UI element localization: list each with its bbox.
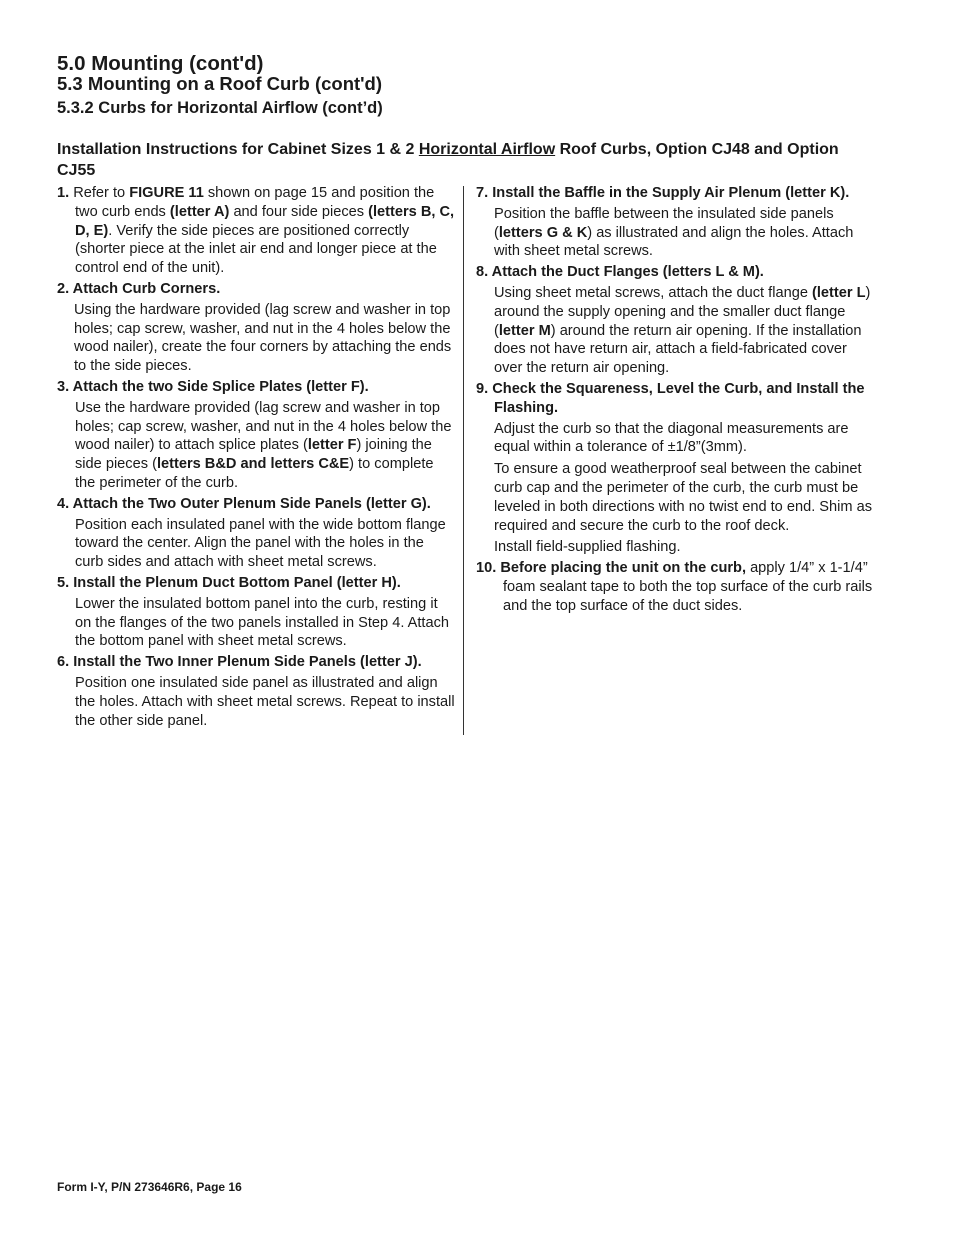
step-bold-ref: (letters B, C, D, E) [75,203,455,239]
step-paragraph: Install field-supplied flashing. [494,539,681,556]
step-text: . Verify the side pieces are positioned correctly (shorter piece at the inlet air end and longer piece at the control end of the unit). [75,222,437,277]
step-number: 9. [476,380,489,397]
step-text: ) joining the side pieces ( [75,437,432,473]
step-heading: 3. Attach the two Side Splice Plates (letter F). [57,378,369,395]
step-text: ) around the supply opening and the smaller duct flange ( [494,284,871,339]
step-text: Position the baffle between the insulated side panels ( [494,205,834,241]
step-text: ) to complete the perimeter of the curb. [75,456,434,491]
step-body: Using the hardware provided (lag screw and washer in top holes; cap screw, washer, and nut in the 4 holes below the wood nailer), create the four corners by attaching the ends to the side pieces. [74,301,452,375]
step-bold-ref: FIGURE 11 [129,185,204,201]
step-bold-ref: 10. Before placing the unit on the curb, [476,560,747,577]
step-4 [57,495,455,572]
step-bold-ref: letter M [498,322,551,339]
step-heading [476,380,876,418]
step-9 [476,380,876,557]
subsection-title: 5.3 Mounting on a Roof Curb (cont'd) [57,73,383,94]
step-5 [57,574,455,651]
step-text: Use the hardware provided (lag screw and washer in top holes; cap screw, washer, and nut in the 4 holes below the wood nailer) to attach splice plates ( [75,399,452,454]
step-body [75,399,455,493]
step-body [494,205,876,261]
step-bold-ref: (letter A) [169,203,230,220]
step-text: ) around the return air opening. If the installation does not have return air, attach a field-fabricated cover over the return air opening. [494,322,862,377]
instructions-heading [57,139,857,181]
step-8 [476,263,876,378]
step-text: apply 1/4” x 1-1/4” foam sealant tape to both the top surface of the curb rails and the top surface of the duct sides. [503,560,873,614]
step-bold-ref: letters G & K [498,224,588,241]
step-text: shown on page 15 and position the two curb ends [75,185,435,220]
step-1 [57,184,455,278]
step-number: 1. [57,185,70,201]
step-heading: 8. Attach the Duct Flanges (letters L & M). [476,264,764,281]
step-2 [57,280,455,376]
left-column [57,184,455,732]
step-heading-text: Check the Squareness, Level the Curb, and Install the Flashing. [492,380,865,416]
step-body: Position each insulated panel with the wide bottom flange toward the center. Align the panel with the holes in the curb sides and attach with sheet metal screws. [75,516,446,571]
step-text: ) as illustrated and align the holes. Attach with sheet metal screws. [494,224,854,260]
step-7 [476,184,876,261]
step-paragraph: Adjust the curb so that the diagonal measurements are equal within a tolerance of ±1/8”(3mm). [494,420,849,456]
step-text: Using sheet metal screws, attach the duct flange [494,284,812,301]
step-heading: 7. Install the Baffle in the Supply Air Plenum (letter K). [476,185,850,201]
right-column [476,184,876,618]
subsubsection-title: 5.3.2 Curbs for Horizontal Airflow (cont’d) [57,99,383,117]
step-bold-ref: letter F [307,437,357,454]
step-body [494,284,876,378]
step-heading: 5. Install the Plenum Duct Bottom Panel (letter H). [57,574,401,591]
step-bold-ref: (letter L [811,284,866,301]
page-footer: Form I-Y, P/N 273646R6, Page 16 [57,1180,242,1194]
step-body: Position one insulated side panel as illustrated and align the holes. Attach with sheet metal screws. Repeat to install the other side panel. [75,674,455,729]
instructions-heading-post: Roof Curbs, Option CJ48 and Option CJ55 [57,141,839,179]
section-title: 5.0 Mounting (cont'd) [57,52,264,75]
step-10 [476,559,876,615]
column-divider [463,186,464,735]
step-6 [57,653,455,730]
step-text: and four side pieces [229,203,369,220]
instructions-heading-underlined: Horizontal Airflow [418,141,556,158]
step-heading: 4. Attach the Two Outer Plenum Side Panels (letter G). [57,495,431,512]
instructions-heading-pre: Installation Instructions for Cabinet Sizes 1 & 2 [57,141,419,158]
step-3 [57,378,455,493]
step-heading: 2. Attach Curb Corners. [57,280,221,297]
step-body: Lower the insulated bottom panel into the curb, resting it on the flanges of the two panels installed in Step 4. Attach the bottom panel with sheet metal screws. [75,595,450,650]
step-paragraph: To ensure a good weatherproof seal between the cabinet curb cap and the perimeter of the curb, the curb must be leveled in both directions with no twist end to end. Shim as required and secure the curb to the roof deck. [494,461,873,534]
step-bold-ref: letters B&D and letters C&E [156,456,350,473]
step-text: Refer to [69,185,130,201]
step-heading: 6. Install the Two Inner Plenum Side Panels (letter J). [57,654,422,671]
